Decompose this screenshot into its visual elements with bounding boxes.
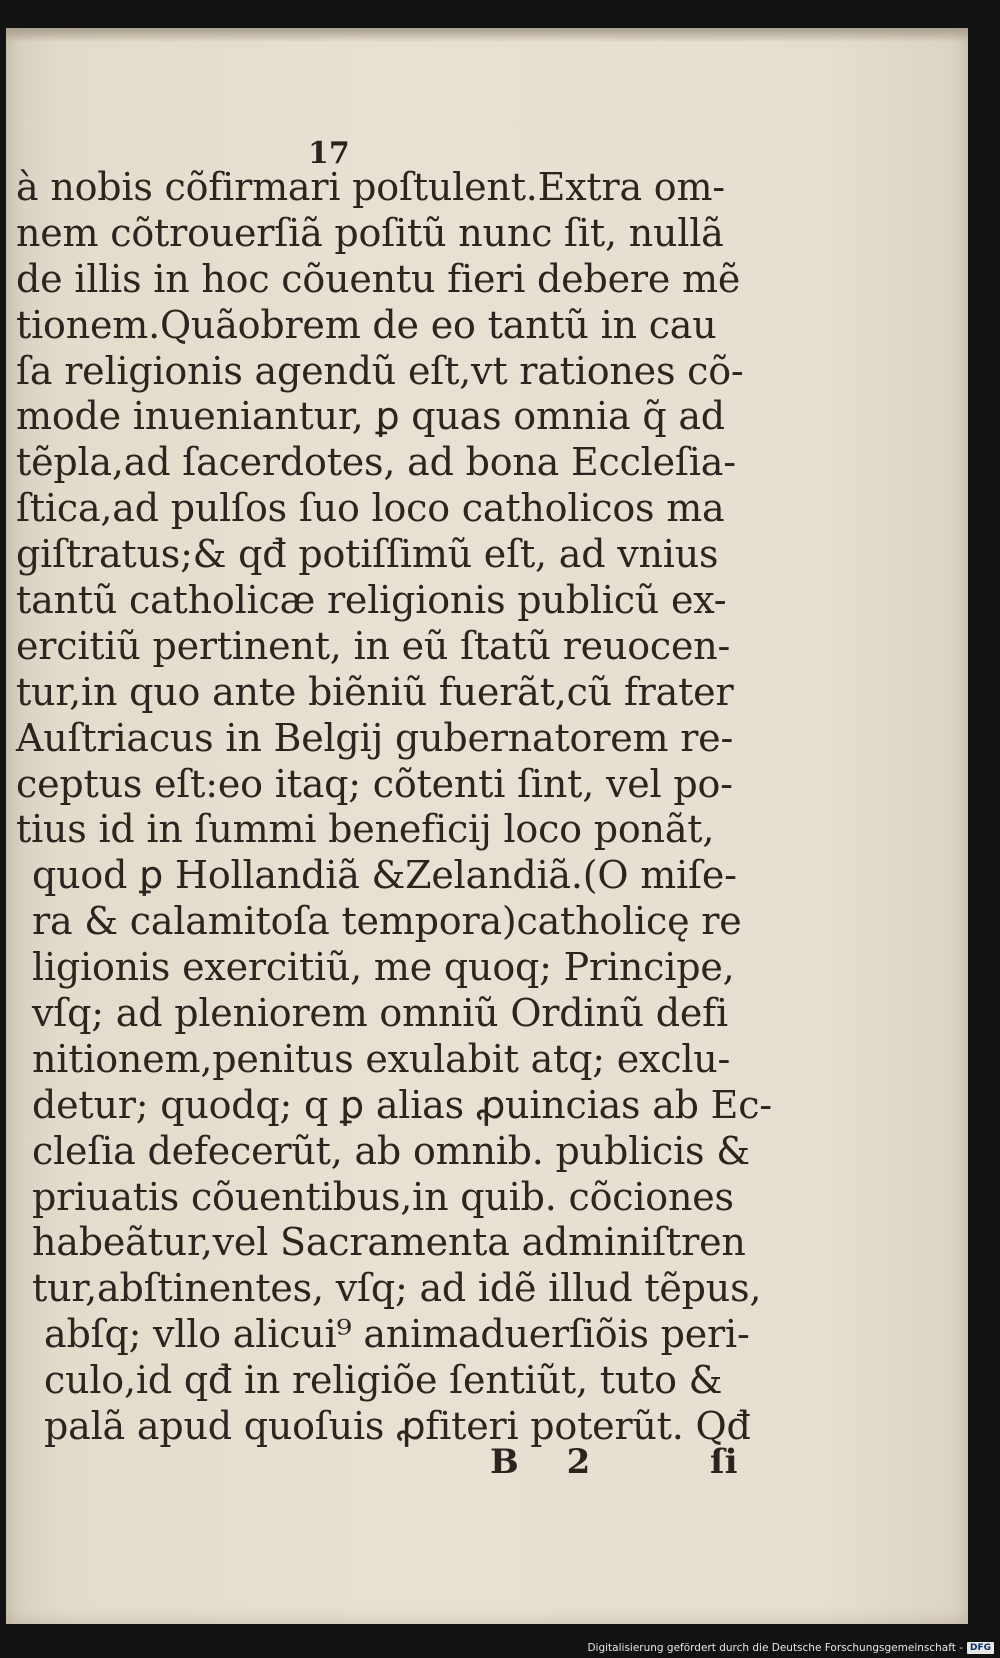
text-line: abſq; vllo alicui⁹ animaduerſiõis peri- (44, 1312, 750, 1357)
footer-credit-text: Digitalisierung gefördert durch die Deutsche Forschungsgemeinschaft - (587, 1642, 963, 1654)
catchword: ſi (710, 1442, 738, 1482)
text-line: tantũ catholicæ religionis publicũ ex- (16, 578, 727, 623)
text-line: ligionis exercitiũ, me quoq; Principe, (32, 945, 735, 990)
text-line: ra & calamitoſa tempora)catholicę re (32, 899, 742, 944)
text-line: de illis in hoc cõuentu fieri debere mẽ (16, 256, 741, 301)
text-line: nitionem,penitus exulabit atq; exclu- (32, 1036, 731, 1081)
digitization-footer (587, 1642, 994, 1654)
text-line: vſq; ad pleniorem omniũ Ordinũ defi (32, 991, 728, 1036)
text-line: quod ꝑ Hollandiã &Zelandiã.(O miſe- (32, 853, 737, 898)
text-line: ſtica,ad pulſos ſuo loco catholicos ma (16, 486, 725, 531)
text-line: tẽpla,ad ſacerdotes, ad bona Eccleſia- (16, 440, 736, 485)
text-line: ſa religionis agendũ eſt,vt rationes cõ- (16, 348, 744, 393)
text-line: tur,in quo ante biẽniũ fuerãt,cũ frater (16, 669, 734, 714)
dfg-logo-icon: DFG (967, 1642, 994, 1654)
signature-mark: B 2 (490, 1442, 609, 1482)
text-line: habeãtur,vel Sacramenta adminiſtren (32, 1220, 746, 1265)
text-line: tur,abſtinentes, vſq; ad idẽ illud tẽpus, (32, 1266, 762, 1311)
text-line: palã apud quoſuis ꝓfiteri poterũt. Qđ (44, 1404, 751, 1449)
text-line: à nobis cõfirmari poſtulent.Extra om- (16, 165, 725, 209)
text-line: cleſia defecerũt, ab omnib. publicis & (32, 1128, 750, 1173)
text-line: culo,id qđ in religiõe ſentiũt, tuto & (44, 1358, 723, 1403)
text-line: detur; quodq; q ꝑ alias ꝓuincias ab Ec- (32, 1082, 772, 1127)
text-line: giſtratus;& qđ potiſſimũ eſt, ad vnius (16, 532, 719, 577)
page-number: 17 (308, 136, 350, 171)
text-line: ceptus eſt:eo itaq; cõtenti ſint, vel po- (16, 761, 733, 806)
text-line: mode inueniantur, ꝑ quas omnia q̃ ad (16, 394, 725, 439)
text-line: priuatis cõuentibus,in quib. cõciones (32, 1174, 734, 1219)
text-line: ercitiũ pertinent, in eũ ſtatũ reuocen- (16, 623, 731, 668)
page-text-block (8, 165, 772, 1450)
text-line: Auſtriacus in Belgij gubernatorem re- (16, 715, 734, 760)
text-line: nem cõtrouerſiã poſitũ nunc ſit, nullã (16, 210, 724, 255)
text-line: tionem.Quãobrem de eo tantũ in cau (16, 302, 717, 347)
text-line: tius id in ſummi beneficij loco ponãt, (16, 807, 715, 852)
page-top-edge (6, 28, 968, 42)
